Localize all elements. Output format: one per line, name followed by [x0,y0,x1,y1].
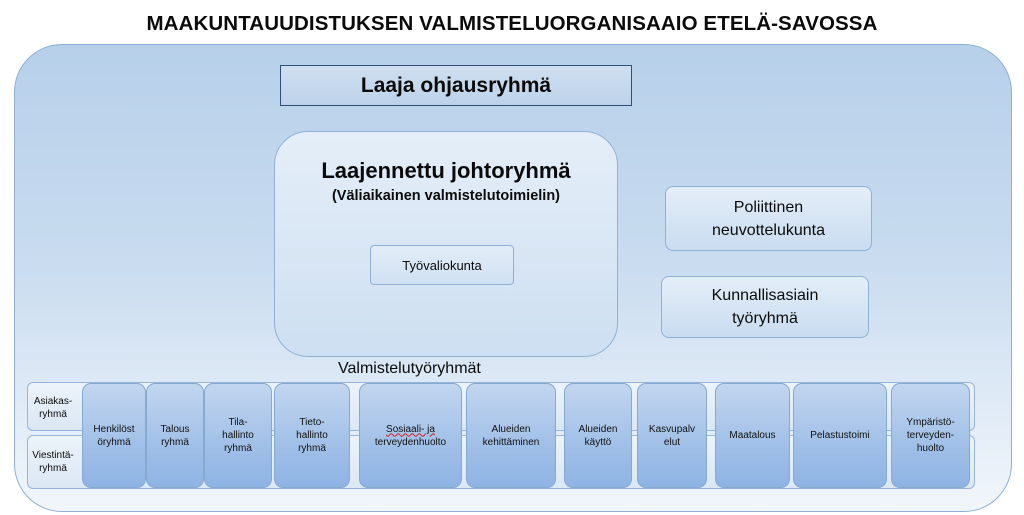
group-card-line: Alueiden [491,423,531,435]
group-card-line: käyttö [584,436,612,448]
group-card-rescue-services [793,383,887,488]
group-card-line: Sosiaali- ja [386,423,435,435]
political-council-line: neuvottelukunta [712,221,825,239]
extended-group-title: Laajennettu johtoryhmä [321,158,571,183]
group-card-personnel [82,383,146,488]
group-card-line: Ympäristö- [906,417,955,428]
communication-group-label [27,444,79,480]
row-label-line: Viestintä- [32,450,74,461]
group-card-line: Tila- [228,417,248,428]
group-card-line: Henkilöst [93,423,135,435]
group-card-line: elut [663,436,681,448]
group-card-line: ryhmä [298,443,326,454]
group-card-line: Pelastustoimi [810,430,870,441]
group-card-finance [146,383,204,488]
row-label-line: Asiakas- [33,396,73,407]
group-card-agriculture [715,383,790,488]
group-card-line: Kasvupalv [648,423,696,435]
group-card-growth-services [637,383,707,488]
group-card-line: Maatalous [729,430,776,441]
group-card-line: hallinto [296,430,328,441]
executive-committee-box: Työvaliokunta [370,245,514,285]
group-card-line: ryhmä [224,443,252,454]
extended-group-subtitle: (Väliaikainen valmistelutoimielin) [331,188,561,204]
group-card-environmental-health [891,383,970,488]
municipal-affairs-box [661,276,869,338]
group-card-line: öryhmä [97,436,131,448]
group-card-facilities [204,383,272,488]
group-card-line: kehittäminen [482,436,540,448]
preparation-groups-label: Valmistelutyöryhmät [338,360,481,377]
page-title: MAAKUNTAUUDISTUKSEN VALMISTELUORGANISAAIO ETELÄ-SAVOSSA [146,12,878,35]
group-card-ict [274,383,350,488]
group-card-line: hallinto [222,430,254,441]
group-card-line: Talous [160,423,190,435]
row-label-line: ryhmä [39,409,67,420]
group-card-regional-development [466,383,556,488]
group-card-line: Alueiden [578,423,618,435]
row-label-line: ryhmä [39,463,67,474]
steering-group-box: Laaja ohjausryhmä [280,65,632,106]
political-council-line: Poliittinen [733,198,804,216]
customer-group-label [27,390,79,426]
group-card-line: terveyden- [906,430,955,441]
municipal-affairs-line: Kunnallisasiain [711,287,819,304]
group-card-line: ryhmä [161,436,189,448]
group-card-line: huolto [916,443,945,454]
group-card-line: Tieto- [299,417,325,428]
municipal-affairs-line: työryhmä [732,310,798,327]
group-card-social-health [359,383,462,488]
political-council-box [665,186,872,251]
group-card-land-use [564,383,632,488]
group-card-line: terveydenhuolto [374,436,447,448]
